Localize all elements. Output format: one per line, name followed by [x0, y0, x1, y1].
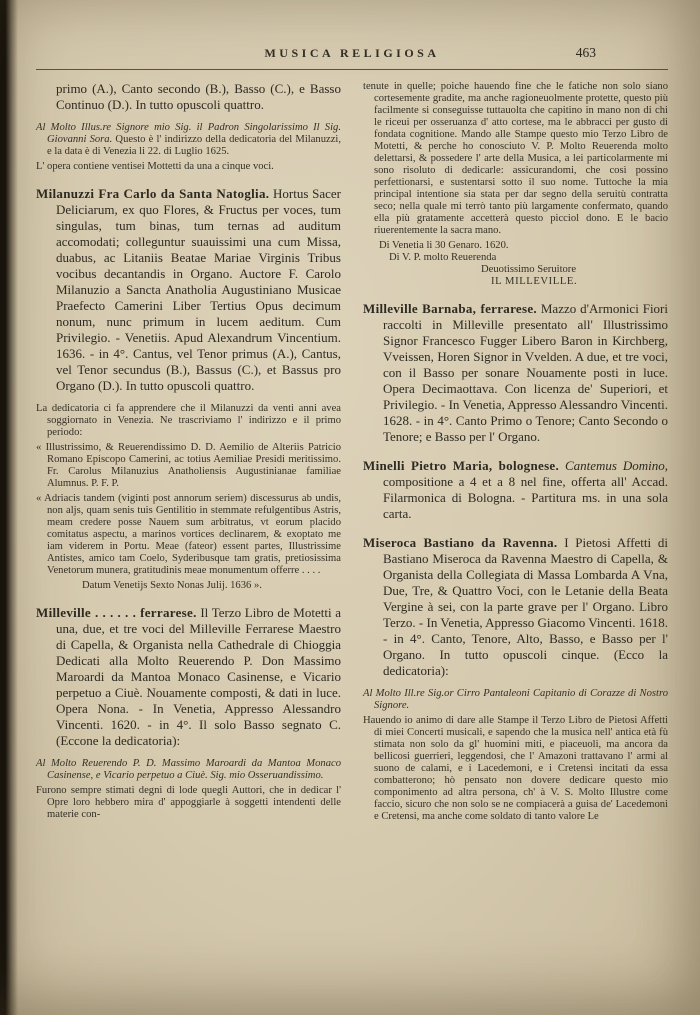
left-column	[36, 81, 341, 823]
entry-milleville-heading: Milleville . . . . . . ferrarese.	[36, 605, 197, 620]
dedication-signature-name: IL MILLEVILLE.	[491, 276, 578, 287]
entry-minelli-heading: Minelli Pietro Maria, bolognese.	[363, 458, 560, 473]
entry-minelli	[363, 458, 668, 522]
dedication-salutation-line: Di V. P. molto Reuerenda	[389, 252, 497, 263]
note-datum-line: Datum Venetijs Sexto Nonas Julij. 1636 ».	[82, 580, 262, 591]
note-work-contents: L' opera contiene ventisei Mottetti da una a cinque voci.	[36, 161, 274, 172]
entry-milleville-barnaba-heading: Milleville Barnaba, ferrarese.	[363, 301, 537, 316]
text-columns	[36, 81, 668, 823]
note-address-italic: Al Molto Illus.re Signore mio Sig. il Padron Singolarissimo Il Sig. Giovanni Sora.	[36, 122, 341, 145]
note-dedication-text-continued: tenute in quelle; poiche hauendo fine che le fatiche non solo siano cortesemente gradite, ma anche ragioneuolmente protette, questo più facilmente si conseguisse tuttauolta che capitino in mano non di chi le riceui per osseruanza d' atto cortese, ma le abbracci per gusto di fondata cognitione. Mando alle Stampe questo mio Terzo Libro de Motetti, & perche ho conosciuto V. P. Molto Reuerenda molto delettarsi, & possedere l' arte della Musica, a lei particolarmente mi sono risoluto di dedicarle: assicurandomi, che così possino perfettionarsi, e sustentarsi sotto il suo nome. Tuttoche la mia principal intentione sia stata per dar segno della seruitù contratta seco; nella quale mi terrò tanto più largamente confermato, quando ella più gratamente accetterà questo picciol dono. E le bacio riuerentemente la sacra mano.	[363, 81, 668, 236]
note-dedication-text-start: Furono sempre stimati degni di lode quegli Auttori, che in dedicar l' Opre loro hebbero mira d' appoggiarle à soggetti intendenti delle materie con-	[36, 785, 341, 820]
entry-milleville	[36, 605, 341, 749]
entry-miseroca	[363, 535, 668, 679]
page-header	[36, 46, 668, 64]
dedication-date-line: Di Venetia li 30 Genaro. 1620.	[379, 240, 509, 251]
entry-milleville-barnaba	[363, 301, 668, 445]
page-content	[36, 46, 668, 823]
note-dedication-intro: La dedicatoria ci fa apprendere che il Milanuzzi da venti anni avea soggiornato in Venezia. Ne trascriviamo l' indirizzo e il primo periodo:	[36, 403, 341, 438]
note-latin-quote-2: « Adriacis tandem (viginti post annorum seriem) discessurus ab undis, non aljs, quam senis tuis Gentilitio in stemmate refulgentibus Astris, meam credere posse Nauem sum arbitratus, vt eorum placido comitatus aspectu, a marinos vortices declinarem, & exoptato me iam viderem in Portu. Meae (fateor) essent partes, Illustrissime Antistes, amico tam Coelo, Syderibusque tam gratis, pretiosissima Venetorum munera, gratitudinis meae monumentum offerre . . . .	[36, 493, 341, 576]
entry-minelli-title-italic: Cantemus Domino,	[559, 458, 668, 473]
note-milleville-dedication-address: Al Molto Reuerendo P. D. Massimo Maroardi da Mantoa Monaco Casinense, e Vicario perpetuo a Ciuè. Sig. mio Osseruandissimo.	[36, 758, 341, 781]
running-title: MUSICA RELIGIOSA	[264, 46, 440, 60]
note-miseroca-dedication-address: Al Molto Ill.re Sig.or Cirro Pantaleoni Capitanio di Corazze di Nostro Signore.	[363, 688, 668, 711]
entry-milanuzzi-heading: Milanuzzi Fra Carlo da Santa Natoglia.	[36, 186, 270, 201]
right-column	[363, 81, 668, 823]
entry-milleville-body: Il Terzo Libro de Motetti a una, due, et tre voci del Milleville Ferrarese Maestro di Capella, & Organista nella Cathedrale di Chioggia Dedicati alla Molto Reuerendo P. Don Massimo Maroardi da Mantoa Monaco Casinense, e Vicario perpetuo a Ciuè. Nouamente composti, & dati in luce. Opera Nona. - In Venetia, Appresso Alessandro Vincenti. 1620. - in 4°. Il solo Basso segnato C. (Eccone la dedicatoria):	[56, 605, 342, 748]
page-number: 463	[575, 45, 596, 60]
note-latin-quote-1: « Illustrissimo, & Reuerendissimo D. D. Aemilio de Alteriis Patricio Romano Episcopo Camerini, ac totius Aemiliae Presidi meritissimo. Fr. Carolus Milanuzius Anatholiensis Augustinianae familiae Alumnus. P. F. P.	[36, 442, 341, 489]
note-miseroca-dedication-text: Hauendo io animo di dare alle Stampe il Terzo Libro de Pietosi Affetti di miei Concerti musicali, e sapendo che la musica nell' antica età fù stimata non solo da gl' huomini miti, e piaceuoli, ma ancora da bellicosi guerrieri, leggendosi, che l' Amazoni trattavano l' armi al suono de calami, e i Lacedemoni, e i Cretensi incitati da essa combatterono; hò pensato non dovere dedicare questo mio componimento ad altra persona, ch' à V. S. Molto Illustre come faccio, sicuro che non solo se ne compiacerà a guisa de' Lacedemoni e Cretensi, ma anche come soldato di tanto valore Le	[363, 715, 668, 822]
dedication-signature-title: Deuotissimo Seruitore	[481, 264, 577, 275]
entry-milanuzzi	[36, 186, 341, 394]
note-milanuzzi-dedication-address	[36, 122, 341, 158]
entry-miseroca-body: I Pietosi Affetti di Bastiano Miseroca da Ravenna Maestro di Capella, & Organista della Collegiata di Massa Lombarda A Vna, Due, Tre, & Quattro Voci, con le Letanie della Beata Vergine à sei, con la parte grave per l' Organo. Libro Terzo. - In Venetia, Appresso Giacomo Vincenti. 1618. - in 4°. Canto, Tenore, Alto, Basso, e Basso per l' Organo. In tutto opuscoli cinque. (Ecco la dedicatoria):	[383, 535, 668, 678]
entry-minelli-body: compositione a 4 et a 8 nel fine, offerta all' Accad. Filarmonica di Bologna. - Partitura ms. in una sola carta.	[383, 474, 668, 521]
entry-milanuzzi-body: Hortus Sacer Deliciarum, ex quo Flores, & Fructus per voces, tum singulas, tum binas, tum ternas ad auditum accomodati; colleguntur suauissimi una cum Missa, duabus, ac Litaniis Beatae Mariae Virginis Tribus vocibus decantandis in Organo. Auctore F. Carolo Milanuzio a Sancta Anatholia Augustiniano Musicae Praefecto Camerini Liber Tertius Opus decimum nonum, nunc primum in lucem aeditum. Cum Privilegio. - Venetiis. Apud Alexandrum Vincentium. 1636. - in 4°. Cantus, vel Tenor primus (A.), Cantus, vel Tenor secundus (B.), Bassus (C.), et Bassus pro Organo (D.). In tutto opuscoli quattro.	[56, 186, 341, 393]
entry-miseroca-heading: Miseroca Bastiano da Ravenna.	[363, 535, 558, 550]
scan-gutter-edge	[0, 0, 18, 1015]
note-address-rest: Questo è l' indirizzo della dedicatoria del Milanuzzi, e la data è di Venezia li 22. di Luglio 1625.	[47, 134, 341, 157]
header-rule	[36, 69, 668, 70]
entry-milleville-barnaba-body: Mazzo d'Armonici Fiori raccolti in Milleville presentato all' Illustrissimo Signor Francesco Fugger Libero Baron in Kirchberg, Vveissen, Horen Signor in Vvelden. A due, et tre voci, con il Basso per sonare Nouamente posti in luce. Opera Decimaottava. Con licenza de' Superiori, et Privilegio. - In Venetia, Appresso Alessandro Vincenti. 1628. - in 4°. Canto Primo o Tenore; Canto Secondo o Tenore; e Basso per l' Organo.	[383, 301, 668, 444]
paragraph-carryover: primo (A.), Canto secondo (B.), Basso (C.), e Basso Continuo (D.). In tutto opuscoli quattro.	[56, 81, 341, 112]
